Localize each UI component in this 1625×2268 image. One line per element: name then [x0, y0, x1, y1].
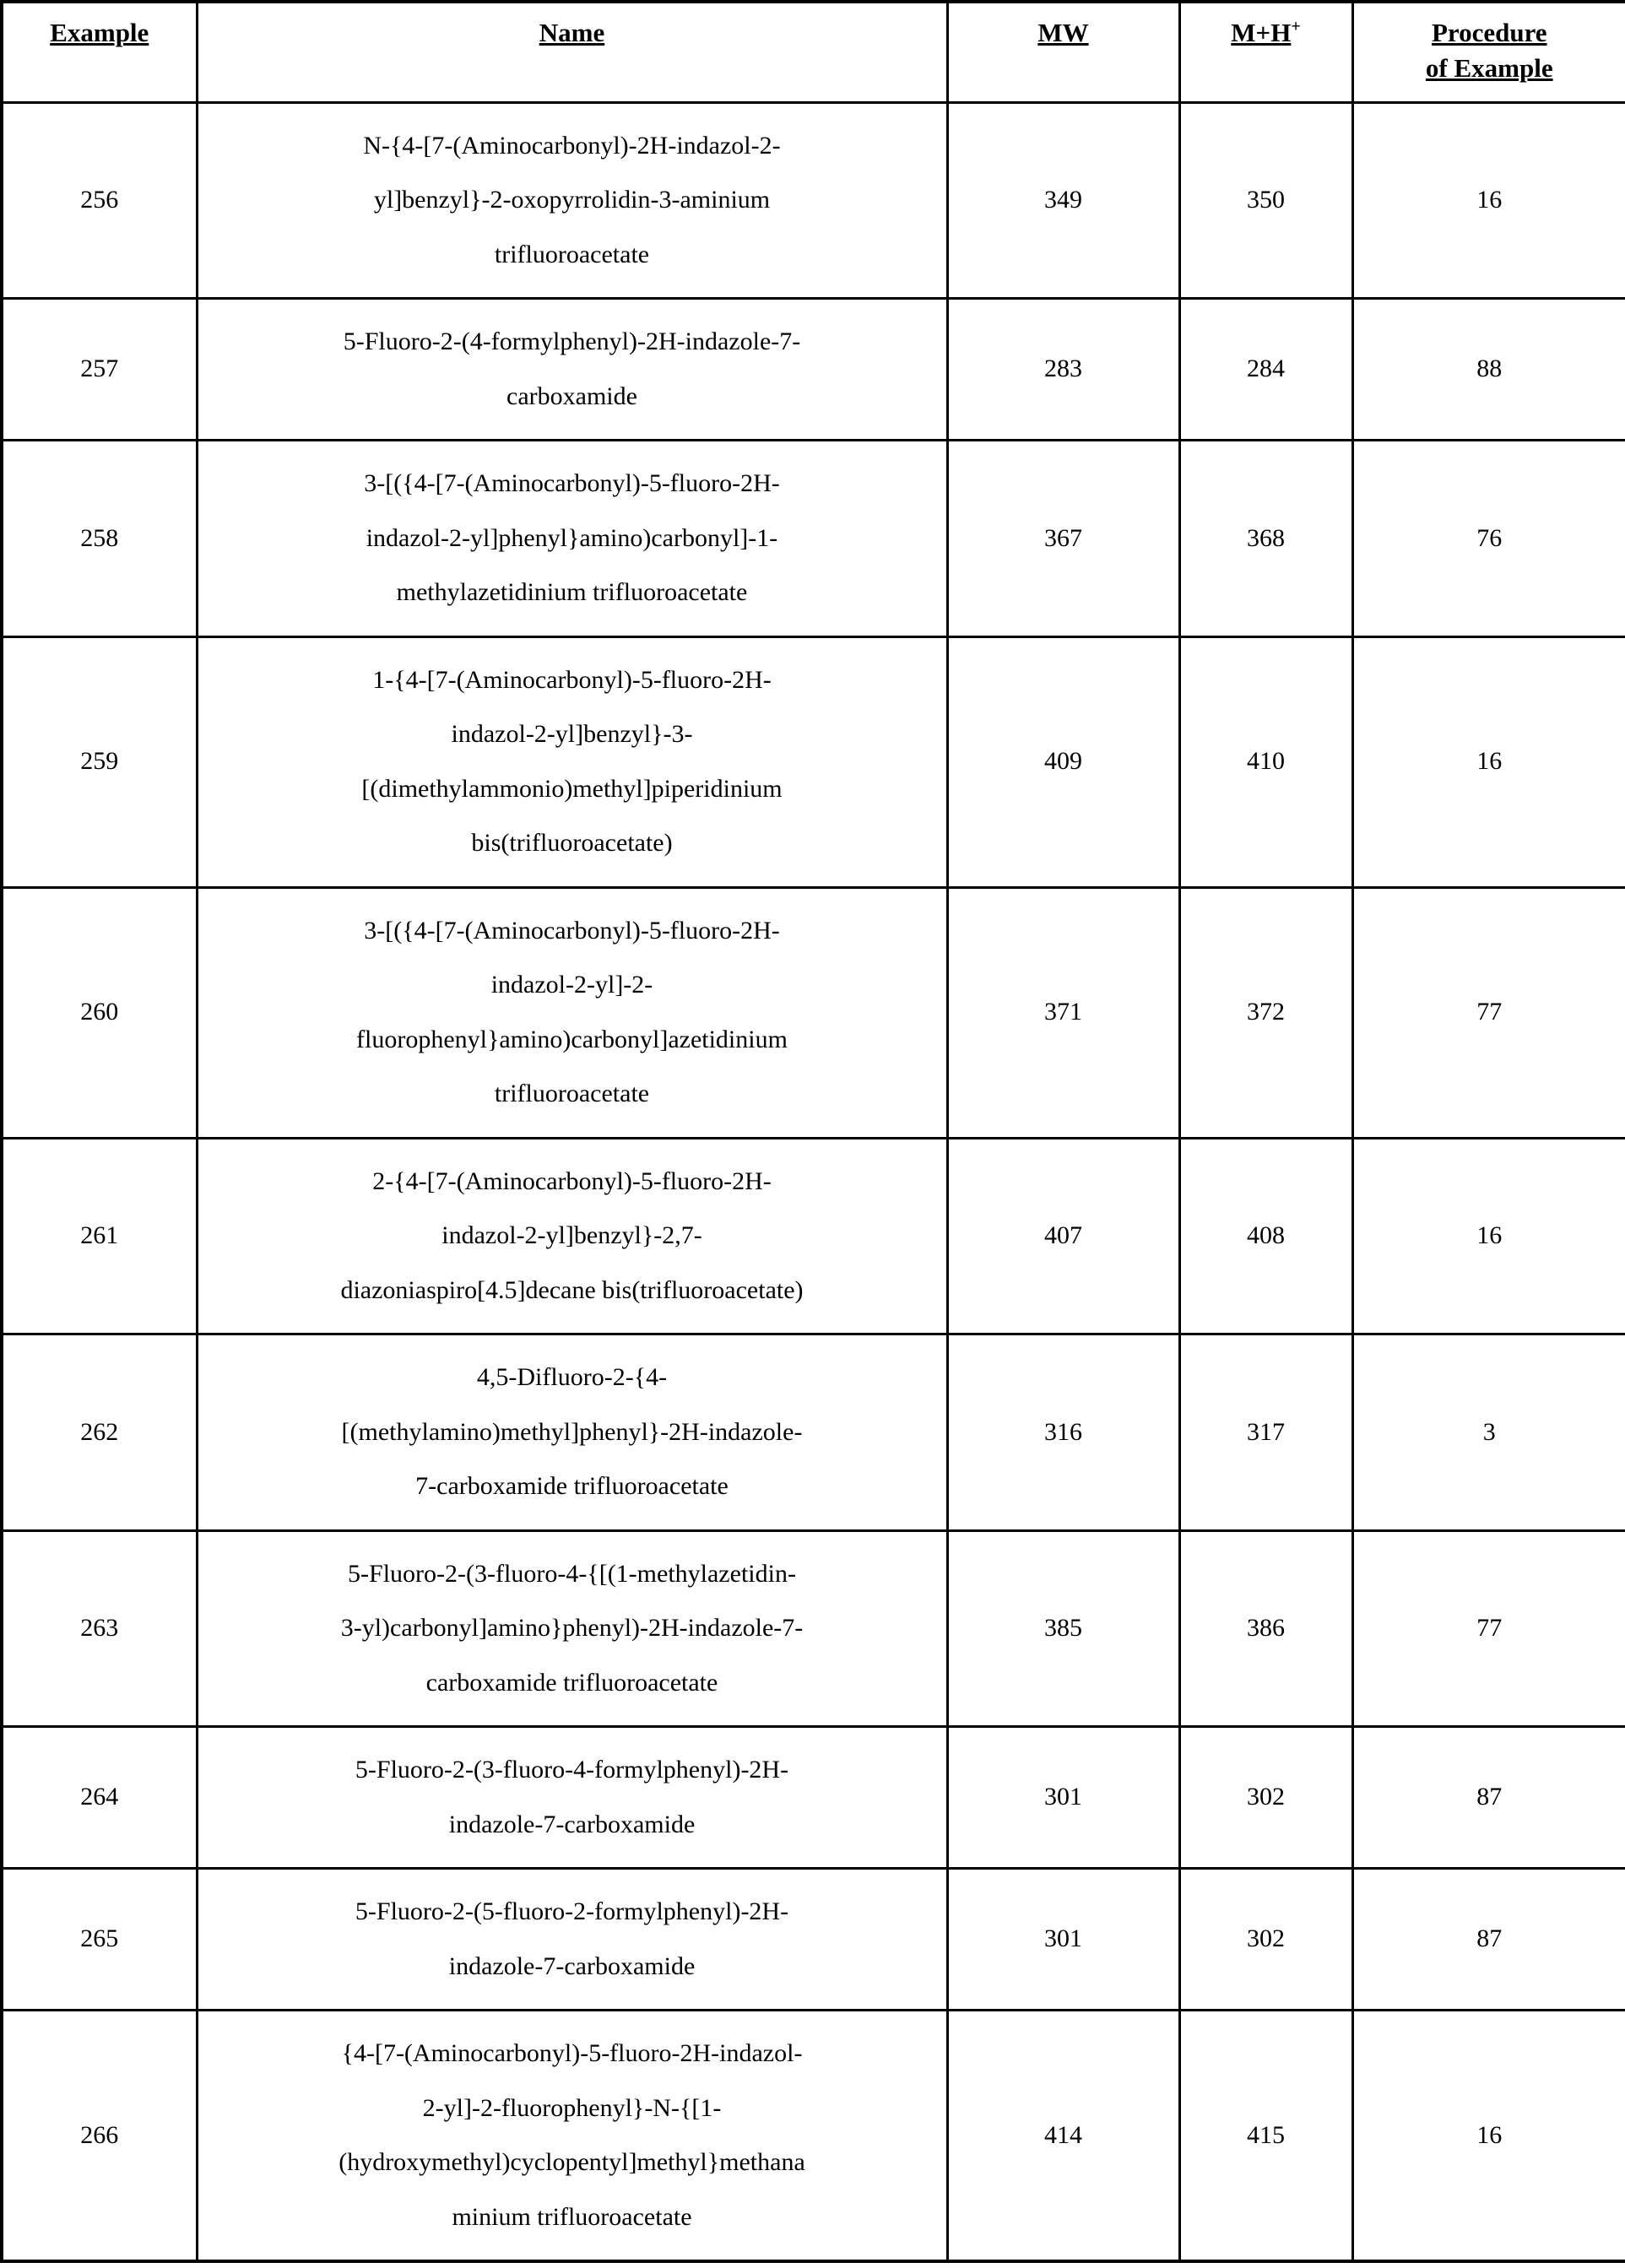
- procedure-cell: 87: [1352, 1727, 1625, 1869]
- procedure-cell: 77: [1352, 1530, 1625, 1727]
- mw-cell: 385: [947, 1530, 1179, 1727]
- name-cell: N-{4-[7-(Aminocarbonyl)-2H-indazol-2- yl]benzyl}-2-oxopyrrolidin-3-aminium trifluoroacetate: [197, 102, 947, 299]
- procedure-cell: 16: [1352, 636, 1625, 887]
- name-cell: 4,5-Difluoro-2-{4- [(methylamino)methyl]phenyl}-2H-indazole- 7-carboxamide trifluoroacetate: [197, 1334, 947, 1531]
- mh-cell: 408: [1179, 1138, 1352, 1334]
- header-mh-superscript: +: [1291, 17, 1301, 36]
- procedure-cell: 88: [1352, 299, 1625, 441]
- mw-cell: 316: [947, 1334, 1179, 1531]
- example-cell: 262: [2, 1334, 197, 1531]
- mh-cell: 317: [1179, 1334, 1352, 1531]
- mw-cell: 301: [947, 1727, 1179, 1869]
- table-row: [2, 299, 1625, 441]
- name-cell: {4-[7-(Aminocarbonyl)-5-fluoro-2H-indazol- 2-yl]-2-fluorophenyl}-N-{[1- (hydroxymethyl)cyclopentyl]methyl}methana minium trifluoroacetate: [197, 2011, 947, 2262]
- name-cell: 3-[({4-[7-(Aminocarbonyl)-5-fluoro-2H- indazol-2-yl]-2- fluorophenyl}amino)carbonyl]azetidinium trifluoroacetate: [197, 887, 947, 1138]
- procedure-cell: 3: [1352, 1334, 1625, 1531]
- mw-cell: 407: [947, 1138, 1179, 1334]
- procedure-cell: 76: [1352, 441, 1625, 637]
- mw-cell: 283: [947, 299, 1179, 441]
- name-cell: 5-Fluoro-2-(5-fluoro-2-formylphenyl)-2H- indazole-7-carboxamide: [197, 1869, 947, 2011]
- mw-cell: 367: [947, 441, 1179, 637]
- mw-cell: 414: [947, 2011, 1179, 2262]
- name-cell: 1-{4-[7-(Aminocarbonyl)-5-fluoro-2H- indazol-2-yl]benzyl}-3- [(dimethylammonio)methyl]piperidinium bis(trifluoroacetate): [197, 636, 947, 887]
- example-cell: 259: [2, 636, 197, 887]
- table-row: [2, 1334, 1625, 1531]
- mh-cell: 386: [1179, 1530, 1352, 1727]
- mw-cell: 371: [947, 887, 1179, 1138]
- mh-cell: 302: [1179, 1727, 1352, 1869]
- table-row: [2, 887, 1625, 1138]
- procedure-cell: 77: [1352, 887, 1625, 1138]
- table-row: [2, 1530, 1625, 1727]
- example-cell: 257: [2, 299, 197, 441]
- mw-cell: 301: [947, 1869, 1179, 2011]
- mh-cell: 350: [1179, 102, 1352, 299]
- mh-cell: 368: [1179, 441, 1352, 637]
- mh-cell: 415: [1179, 2011, 1352, 2262]
- table-row: [2, 1727, 1625, 1869]
- example-cell: 261: [2, 1138, 197, 1334]
- example-cell: 265: [2, 1869, 197, 2011]
- header-mh: [1179, 2, 1352, 102]
- table-body: [2, 102, 1625, 2261]
- table-row: [2, 2011, 1625, 2262]
- mh-cell: 372: [1179, 887, 1352, 1138]
- header-procedure: [1352, 2, 1625, 102]
- header-row: [2, 2, 1625, 102]
- procedure-cell: 16: [1352, 2011, 1625, 2262]
- mh-cell: 410: [1179, 636, 1352, 887]
- name-cell: 5-Fluoro-2-(4-formylphenyl)-2H-indazole-7- carboxamide: [197, 299, 947, 441]
- table-row: [2, 441, 1625, 637]
- mw-cell: 349: [947, 102, 1179, 299]
- header-mw-label: MW: [1037, 18, 1089, 47]
- mh-cell: 284: [1179, 299, 1352, 441]
- example-cell: 258: [2, 441, 197, 637]
- header-procedure-label: Procedure of Example: [1425, 18, 1553, 83]
- name-cell: 5-Fluoro-2-(3-fluoro-4-{[(1-methylazetidin- 3-yl)carbonyl]amino}phenyl)-2H-indazole-7- carboxamide trifluoroacetate: [197, 1530, 947, 1727]
- procedure-cell: 87: [1352, 1869, 1625, 2011]
- example-cell: 263: [2, 1530, 197, 1727]
- procedure-cell: 16: [1352, 1138, 1625, 1334]
- header-mw: [947, 2, 1179, 102]
- name-cell: 5-Fluoro-2-(3-fluoro-4-formylphenyl)-2H- indazole-7-carboxamide: [197, 1727, 947, 1869]
- table-row: [2, 1138, 1625, 1334]
- table-row: [2, 102, 1625, 299]
- mh-cell: 302: [1179, 1869, 1352, 2011]
- header-mh-label: M+H: [1231, 18, 1292, 47]
- example-cell: 260: [2, 887, 197, 1138]
- table-row: [2, 636, 1625, 887]
- header-example-label: Example: [50, 18, 149, 47]
- header-name-label: Name: [539, 18, 605, 47]
- table-header: [2, 2, 1625, 102]
- procedure-cell: 16: [1352, 102, 1625, 299]
- example-cell: 264: [2, 1727, 197, 1869]
- example-cell: 266: [2, 2011, 197, 2262]
- mw-cell: 409: [947, 636, 1179, 887]
- header-example: [2, 2, 197, 102]
- name-cell: 2-{4-[7-(Aminocarbonyl)-5-fluoro-2H- indazol-2-yl]benzyl}-2,7- diazoniaspiro[4.5]decane bis(trifluoroacetate): [197, 1138, 947, 1334]
- table-row: [2, 1869, 1625, 2011]
- name-cell: 3-[({4-[7-(Aminocarbonyl)-5-fluoro-2H- indazol-2-yl]phenyl}amino)carbonyl]-1- methylazetidinium trifluoroacetate: [197, 441, 947, 637]
- example-cell: 256: [2, 102, 197, 299]
- header-name: [197, 2, 947, 102]
